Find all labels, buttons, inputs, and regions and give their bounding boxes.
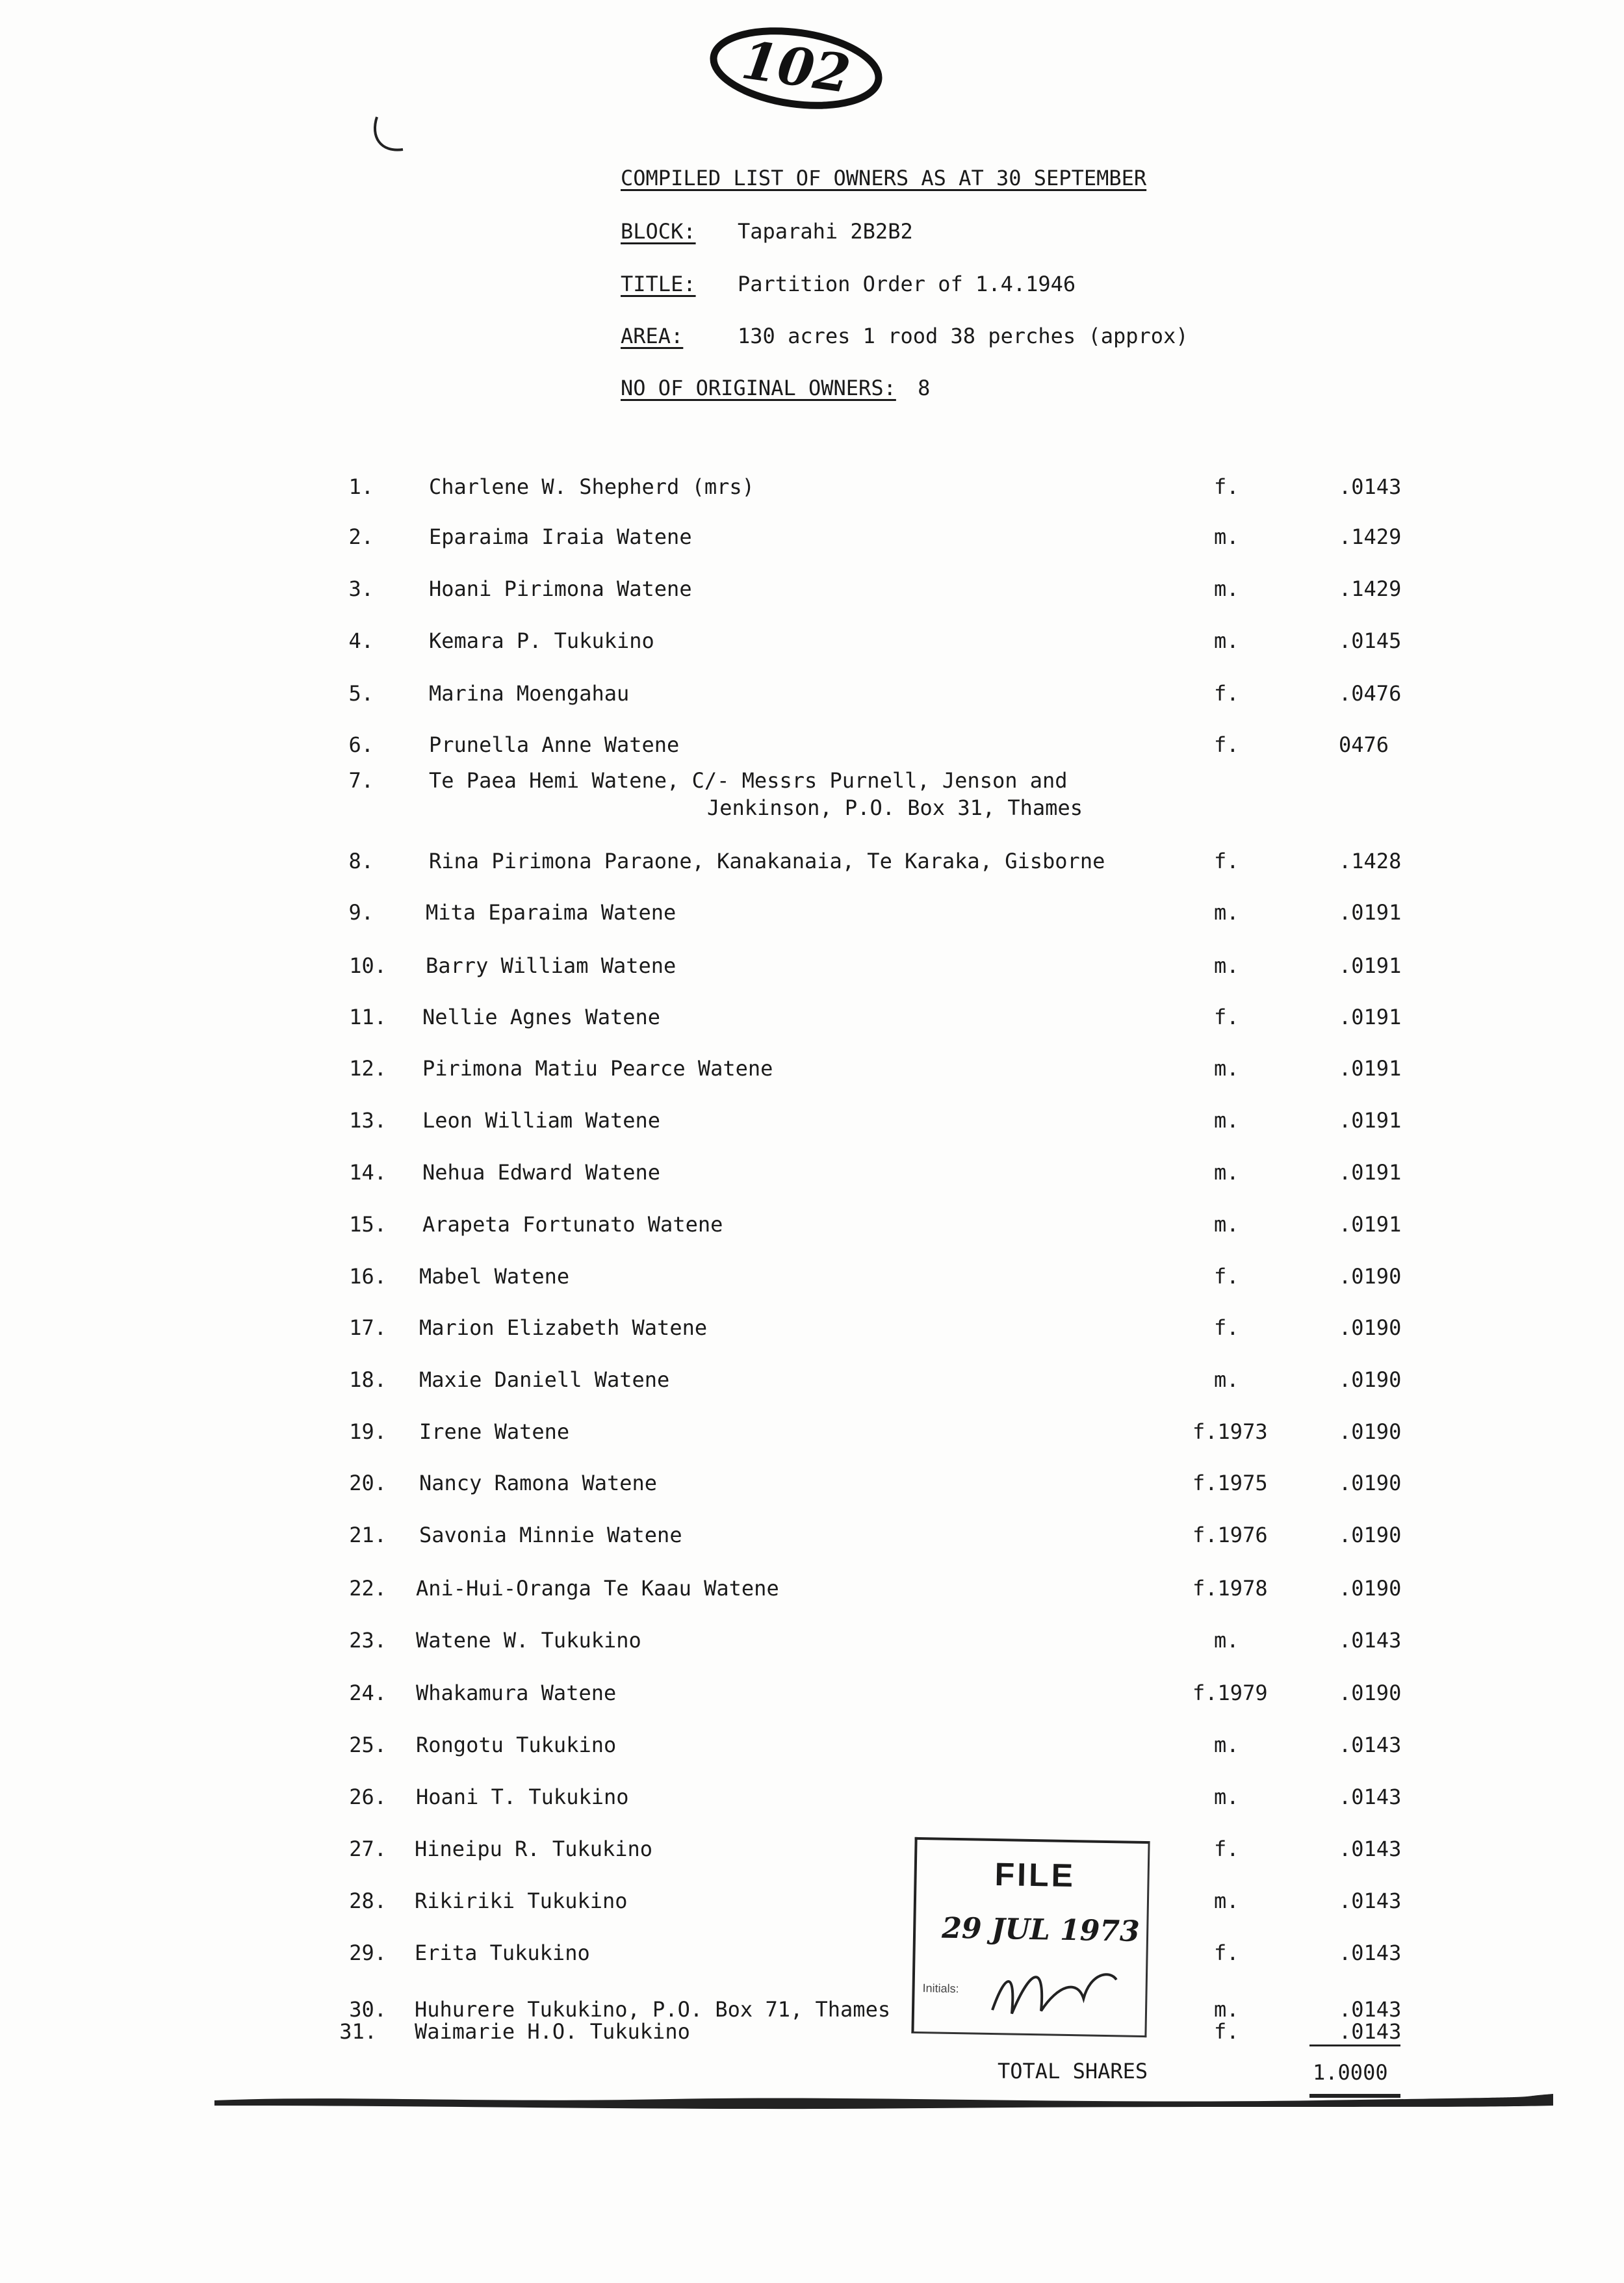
- owner-name: Eparaima Iraia Watene: [429, 524, 692, 549]
- owner-number: 2.: [348, 524, 374, 549]
- owner-sex: f.1978: [1192, 1576, 1268, 1601]
- owner-row: [0, 524, 1624, 557]
- owner-sex: f.1976: [1192, 1523, 1268, 1547]
- owner-row: [0, 1471, 1624, 1503]
- file-stamp-initials-label: Initials:: [922, 1981, 959, 1996]
- owner-sex: m.: [1214, 1889, 1239, 1913]
- owner-number: 14.: [349, 1160, 387, 1185]
- owner-share: .0191: [1339, 1212, 1402, 1237]
- owner-name: Te Paea Hemi Watene, C/- Messrs Purnell, Jenson and: [429, 768, 1068, 793]
- owner-row: [0, 2019, 1624, 2052]
- owner-name: Arapeta Fortunato Watene: [422, 1212, 723, 1237]
- owner-row: [0, 1523, 1624, 1555]
- owner-number: 18.: [349, 1367, 387, 1392]
- owner-sex: m.: [1214, 1108, 1239, 1133]
- owner-sex: f.1975: [1192, 1471, 1268, 1495]
- owner-sex: m.: [1214, 1367, 1239, 1392]
- owner-sex: m.: [1214, 953, 1239, 978]
- original-owners-label: NO OF ORIGINAL OWNERS:: [621, 376, 896, 400]
- owner-name: Huhurere Tukukino, P.O. Box 71, Thames: [415, 1997, 891, 2022]
- owner-share: .1428: [1339, 849, 1402, 873]
- owner-share: .0143: [1339, 1733, 1402, 1757]
- block-value: Taparahi 2B2B2: [738, 219, 913, 244]
- owner-number: 12.: [349, 1056, 387, 1081]
- owner-name: Leon William Watene: [422, 1108, 661, 1133]
- owner-number: 13.: [349, 1108, 387, 1133]
- owner-number: 24.: [349, 1681, 387, 1705]
- owner-share: .0476: [1339, 681, 1402, 706]
- initials-signature: [986, 1958, 1124, 2026]
- owner-share: .0143: [1339, 1997, 1402, 2022]
- owner-number: 1.: [348, 474, 374, 499]
- area-label: AREA:: [621, 324, 684, 348]
- owner-row: [0, 849, 1624, 881]
- owner-row: [0, 576, 1624, 609]
- owner-number: 17.: [349, 1315, 387, 1340]
- owner-sex: m.: [1214, 1160, 1239, 1185]
- title-row: [621, 272, 1076, 296]
- owner-number: 19.: [349, 1419, 387, 1444]
- owner-sex: m.: [1214, 1785, 1239, 1809]
- bottom-rule: [214, 2086, 1553, 2125]
- owner-share: .1429: [1339, 576, 1402, 601]
- owner-sex: f.: [1214, 1941, 1239, 1965]
- owner-sex: m.: [1214, 576, 1239, 601]
- owner-name: Prunella Anne Watene: [429, 732, 680, 757]
- owner-name: Hoani Pirimona Watene: [429, 576, 692, 601]
- owner-name: Charlene W. Shepherd (mrs): [429, 474, 754, 499]
- owner-number: 27.: [349, 1837, 387, 1861]
- total-rule: [1309, 2044, 1400, 2046]
- owner-sex: f.: [1214, 849, 1239, 873]
- owner-share: .0143: [1339, 1837, 1402, 1861]
- owner-share: .0191: [1339, 1005, 1402, 1029]
- owner-row: [0, 1367, 1624, 1400]
- block-row: [621, 219, 913, 244]
- area-row: [621, 324, 1189, 348]
- owner-name: Erita Tukukino: [415, 1941, 590, 1965]
- owner-number: 5.: [348, 681, 374, 706]
- owner-number: 8.: [348, 849, 374, 873]
- owner-sex: m.: [1214, 524, 1239, 549]
- owner-number: 15.: [349, 1212, 387, 1237]
- owner-name: Whakamura Watene: [416, 1681, 617, 1705]
- owner-share: .0190: [1339, 1367, 1402, 1392]
- owner-number: 10.: [349, 953, 387, 978]
- owner-sex: m.: [1214, 628, 1239, 653]
- corner-tick-mark: [370, 114, 409, 159]
- owner-row: [0, 1160, 1624, 1193]
- owner-row: [0, 1785, 1624, 1817]
- owner-name: Waimarie H.O. Tukukino: [415, 2019, 690, 2044]
- owner-name: Nellie Agnes Watene: [422, 1005, 661, 1029]
- document-title: COMPILED LIST OF OWNERS AS AT 30 SEPTEMBER: [621, 166, 1147, 190]
- owner-row: [0, 1733, 1624, 1765]
- owner-number: 23.: [349, 1628, 387, 1653]
- owner-number: 7.: [348, 768, 374, 793]
- owner-row: [0, 1108, 1624, 1141]
- page-number: 102: [738, 29, 855, 105]
- owner-name: Hineipu R. Tukukino: [415, 1837, 653, 1861]
- owner-row: [0, 1681, 1624, 1713]
- owner-name-continued: Jenkinson, P.O. Box 31, Thames: [707, 795, 1083, 820]
- original-owners-row: [621, 376, 930, 400]
- owner-row: [0, 1212, 1624, 1245]
- owner-share: .0143: [1339, 1628, 1402, 1653]
- owner-sex: f.: [1214, 1837, 1239, 1861]
- owner-row: [0, 1576, 1624, 1608]
- owner-sex: f.: [1214, 681, 1239, 706]
- owner-share: .0143: [1339, 2019, 1402, 2044]
- owner-name: Irene Watene: [419, 1419, 570, 1444]
- owner-sex: f.: [1214, 1315, 1239, 1340]
- owner-name: Marion Elizabeth Watene: [419, 1315, 708, 1340]
- owner-share: .0190: [1339, 1315, 1402, 1340]
- owner-name: Rikiriki Tukukino: [415, 1889, 628, 1913]
- owner-number: 3.: [348, 576, 374, 601]
- owner-row: [0, 732, 1624, 765]
- owner-number: 31.: [339, 2019, 377, 2044]
- owner-row: [0, 1889, 1624, 1921]
- owner-share: .0190: [1339, 1576, 1402, 1601]
- original-owners-value: 8: [918, 376, 931, 400]
- owner-number: 29.: [349, 1941, 387, 1965]
- owner-name: Pirimona Matiu Pearce Watene: [422, 1056, 773, 1081]
- owner-number: 11.: [349, 1005, 387, 1029]
- owner-share: .0191: [1339, 1056, 1402, 1081]
- owner-sex: f.: [1214, 474, 1239, 499]
- owner-name: Savonia Minnie Watene: [419, 1523, 682, 1547]
- owner-sex: f.: [1214, 2019, 1239, 2044]
- owner-share: .0191: [1339, 900, 1402, 925]
- owner-row: [0, 953, 1624, 986]
- owner-share: .0143: [1339, 1941, 1402, 1965]
- owner-number: 25.: [349, 1733, 387, 1757]
- owner-number: 30.: [349, 1997, 387, 2022]
- owner-name: Ani-Hui-Oranga Te Kaau Watene: [416, 1576, 779, 1601]
- block-label: BLOCK:: [621, 219, 696, 244]
- owner-row: [0, 1419, 1624, 1452]
- owner-number: 22.: [349, 1576, 387, 1601]
- owner-number: 26.: [349, 1785, 387, 1809]
- file-stamp-title: FILE: [994, 1856, 1076, 1894]
- total-shares-value: 1.0000: [1313, 2060, 1388, 2085]
- title-value: Partition Order of 1.4.1946: [738, 272, 1076, 296]
- owner-sex: f.: [1214, 1005, 1239, 1029]
- owner-number: 21.: [349, 1523, 387, 1547]
- owner-name: Kemara P. Tukukino: [429, 628, 654, 653]
- owner-name: Hoani T. Tukukino: [416, 1785, 629, 1809]
- owner-name: Nancy Ramona Watene: [419, 1471, 658, 1495]
- owner-row: [0, 1264, 1624, 1296]
- owner-share: .0191: [1339, 953, 1402, 978]
- owner-sex: f.1973: [1192, 1419, 1268, 1444]
- owner-row: [0, 1056, 1624, 1089]
- file-stamp: [911, 1837, 1150, 2037]
- owner-sex: m.: [1214, 900, 1239, 925]
- owner-number: 9.: [348, 900, 374, 925]
- owner-share: .1429: [1339, 524, 1402, 549]
- owner-name: Marina Moengahau: [429, 681, 630, 706]
- owner-share: .0190: [1339, 1264, 1402, 1289]
- owner-row: [0, 768, 1624, 820]
- owner-row: [0, 1315, 1624, 1348]
- owner-share: .0190: [1339, 1471, 1402, 1495]
- owner-sex: m.: [1214, 1733, 1239, 1757]
- owner-sex: f.: [1214, 1264, 1239, 1289]
- owner-sex: m.: [1214, 1056, 1239, 1081]
- owner-name: Nehua Edward Watene: [422, 1160, 661, 1185]
- owner-share: 0476: [1339, 732, 1389, 757]
- owner-name: Barry William Watene: [426, 953, 677, 978]
- owner-row: [0, 1941, 1624, 1973]
- file-stamp-date: 29 JUL 1973: [941, 1911, 1141, 1948]
- owner-share: .0143: [1339, 1785, 1402, 1809]
- owner-number: 6.: [348, 732, 374, 757]
- owner-sex: m.: [1214, 1628, 1239, 1653]
- owner-sex: f.1979: [1192, 1681, 1268, 1705]
- total-shares-label: TOTAL SHARES: [998, 2059, 1148, 2083]
- area-value: 130 acres 1 rood 38 perches (approx): [738, 324, 1189, 348]
- owner-share: .0143: [1339, 474, 1402, 499]
- owner-row: [0, 900, 1624, 933]
- owner-share: .0190: [1339, 1419, 1402, 1444]
- owner-row: [0, 1837, 1624, 1869]
- owner-name: Watene W. Tukukino: [416, 1628, 641, 1653]
- owner-row: [0, 1628, 1624, 1660]
- owner-row: [0, 1005, 1624, 1037]
- owner-share: .0190: [1339, 1523, 1402, 1547]
- owner-share: .0191: [1339, 1160, 1402, 1185]
- owner-share: .0145: [1339, 628, 1402, 653]
- owner-sex: m.: [1214, 1997, 1239, 2022]
- owner-number: 16.: [349, 1264, 387, 1289]
- owner-share: .0191: [1339, 1108, 1402, 1133]
- owner-row: [0, 681, 1624, 714]
- owner-name: Mabel Watene: [419, 1264, 570, 1289]
- owner-row: [0, 474, 1624, 507]
- owner-number: 20.: [349, 1471, 387, 1495]
- owner-share: .0143: [1339, 1889, 1402, 1913]
- owner-name: Mita Eparaima Watene: [426, 900, 677, 925]
- owner-name: Rongotu Tukukino: [416, 1733, 617, 1757]
- owner-sex: f.: [1214, 732, 1239, 757]
- owner-name: Rina Pirimona Paraone, Kanakanaia, Te Karaka, Gisborne: [429, 849, 1105, 873]
- owner-name: Maxie Daniell Watene: [419, 1367, 670, 1392]
- title-label: TITLE:: [621, 272, 696, 296]
- owner-sex: m.: [1214, 1212, 1239, 1237]
- owner-row: [0, 628, 1624, 661]
- owner-number: 4.: [348, 628, 374, 653]
- owner-share: .0190: [1339, 1681, 1402, 1705]
- owner-number: 28.: [349, 1889, 387, 1913]
